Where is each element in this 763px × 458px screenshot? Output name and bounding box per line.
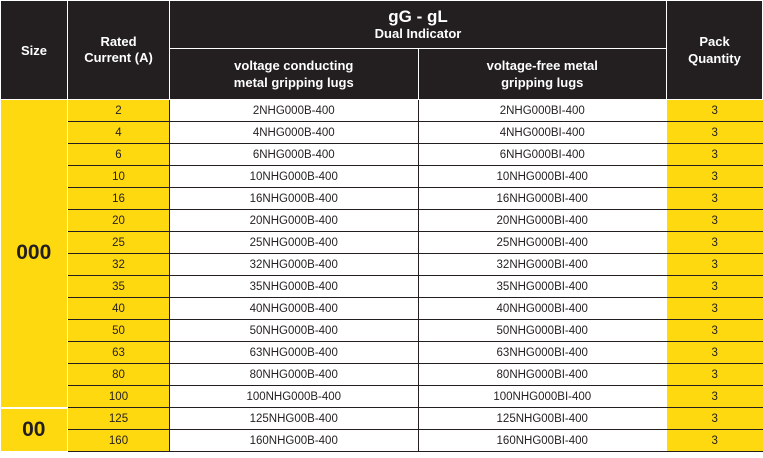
voltage-free-part-cell: 16NHG000BI-400 — [418, 188, 667, 210]
rated-current-cell: 63 — [68, 342, 170, 364]
table-body — [1, 100, 763, 452]
rated-current-cell: 6 — [68, 144, 170, 166]
voltage-conducting-header — [170, 49, 419, 100]
voltage-free-part-cell: 80NHG000BI-400 — [418, 364, 667, 386]
voltage-conducting-part-cell: 25NHG000B-400 — [170, 232, 419, 254]
dual-indicator-group-header — [170, 1, 667, 49]
group-title: gG - gL — [388, 6, 448, 26]
table-row — [1, 320, 763, 342]
voltage-conducting-part-cell: 63NHG000B-400 — [170, 342, 419, 364]
voltage-free-part-cell: 10NHG000BI-400 — [418, 166, 667, 188]
voltage-conducting-part-cell: 16NHG000B-400 — [170, 188, 419, 210]
rated-current-cell: 125 — [68, 408, 170, 430]
rated-current-header-line1: Rated — [100, 34, 137, 49]
rated-current-header-line2: Current (A) — [84, 50, 153, 65]
voltage-free-part-cell: 160NHG00BI-400 — [418, 430, 667, 452]
voltage-free-part-cell: 63NHG000BI-400 — [418, 342, 667, 364]
rated-current-cell: 10 — [68, 166, 170, 188]
pack-quantity-cell: 3 — [667, 430, 763, 452]
rated-current-cell: 50 — [68, 320, 170, 342]
table-row — [1, 342, 763, 364]
voltage-free-part-cell: 125NHG00BI-400 — [418, 408, 667, 430]
voltage-conducting-part-cell: 32NHG000B-400 — [170, 254, 419, 276]
voltage-free-part-cell: 50NHG000BI-400 — [418, 320, 667, 342]
voltage-free-part-cell: 40NHG000BI-400 — [418, 298, 667, 320]
table-header — [1, 1, 763, 100]
table-row — [1, 298, 763, 320]
pack-quantity-cell: 3 — [667, 342, 763, 364]
rated-current-cell: 4 — [68, 122, 170, 144]
table-row — [1, 254, 763, 276]
voltage-free-part-cell: 25NHG000BI-400 — [418, 232, 667, 254]
voltage-free-part-cell: 6NHG000BI-400 — [418, 144, 667, 166]
pack-quantity-cell: 3 — [667, 232, 763, 254]
voltage-free-part-cell: 20NHG000BI-400 — [418, 210, 667, 232]
table-row — [1, 144, 763, 166]
voltage-free-part-cell: 2NHG000BI-400 — [418, 100, 667, 122]
voltage-conducting-part-cell: 2NHG000B-400 — [170, 100, 419, 122]
rated-current-cell: 100 — [68, 386, 170, 408]
pack-quantity-cell: 3 — [667, 188, 763, 210]
voltage-free-header — [418, 49, 667, 100]
rated-current-cell: 20 — [68, 210, 170, 232]
rated-current-cell: 25 — [68, 232, 170, 254]
voltage-conducting-part-cell: 6NHG000B-400 — [170, 144, 419, 166]
voltage-free-header-line2: gripping lugs — [501, 75, 584, 90]
pack-quantity-cell: 3 — [667, 276, 763, 298]
table-row — [1, 100, 763, 122]
voltage-conducting-part-cell: 80NHG000B-400 — [170, 364, 419, 386]
voltage-conducting-header-line2: metal gripping lugs — [233, 75, 354, 90]
table-row — [1, 364, 763, 386]
size-cell: 00 — [1, 408, 68, 452]
voltage-free-header-line1: voltage-free metal — [486, 58, 598, 73]
table-row — [1, 232, 763, 254]
rated-current-header — [68, 1, 170, 100]
pack-quantity-cell: 3 — [667, 254, 763, 276]
pack-quantity-cell: 3 — [667, 100, 763, 122]
table-row — [1, 430, 763, 452]
pack-quantity-cell: 3 — [667, 364, 763, 386]
pack-quantity-cell: 3 — [667, 122, 763, 144]
size-header: Size — [1, 1, 68, 100]
table-row — [1, 276, 763, 298]
voltage-conducting-part-cell: 50NHG000B-400 — [170, 320, 419, 342]
voltage-conducting-part-cell: 4NHG000B-400 — [170, 122, 419, 144]
voltage-conducting-part-cell: 125NHG00B-400 — [170, 408, 419, 430]
voltage-conducting-part-cell: 160NHG00B-400 — [170, 430, 419, 452]
pack-quantity-cell: 3 — [667, 386, 763, 408]
voltage-conducting-part-cell: 40NHG000B-400 — [170, 298, 419, 320]
size-cell: 000 — [1, 100, 68, 408]
pack-quantity-header-line2: Quantity — [688, 51, 741, 66]
pack-quantity-cell: 3 — [667, 408, 763, 430]
voltage-conducting-part-cell: 100NHG000B-400 — [170, 386, 419, 408]
voltage-conducting-header-line1: voltage conducting — [234, 58, 354, 73]
rated-current-cell: 16 — [68, 188, 170, 210]
rated-current-cell: 35 — [68, 276, 170, 298]
voltage-conducting-part-cell: 20NHG000B-400 — [170, 210, 419, 232]
rated-current-cell: 32 — [68, 254, 170, 276]
voltage-free-part-cell: 32NHG000BI-400 — [418, 254, 667, 276]
pack-quantity-cell: 3 — [667, 144, 763, 166]
table-row — [1, 188, 763, 210]
pack-quantity-cell: 3 — [667, 298, 763, 320]
pack-quantity-cell: 3 — [667, 166, 763, 188]
voltage-conducting-part-cell: 10NHG000B-400 — [170, 166, 419, 188]
table-row — [1, 122, 763, 144]
voltage-free-part-cell: 35NHG000BI-400 — [418, 276, 667, 298]
table-row — [1, 408, 763, 430]
voltage-conducting-part-cell: 35NHG000B-400 — [170, 276, 419, 298]
pack-quantity-cell: 3 — [667, 320, 763, 342]
rated-current-cell: 40 — [68, 298, 170, 320]
pack-quantity-header-line1: Pack — [699, 34, 730, 49]
pack-quantity-header — [667, 1, 763, 100]
table-row — [1, 210, 763, 232]
table-row — [1, 386, 763, 408]
rated-current-cell: 2 — [68, 100, 170, 122]
rated-current-cell: 160 — [68, 430, 170, 452]
voltage-free-part-cell: 100NHG000BI-400 — [418, 386, 667, 408]
group-subtitle: Dual Indicator — [374, 25, 462, 41]
pack-quantity-cell: 3 — [667, 210, 763, 232]
voltage-free-part-cell: 4NHG000BI-400 — [418, 122, 667, 144]
rated-current-cell: 80 — [68, 364, 170, 386]
table-row — [1, 166, 763, 188]
